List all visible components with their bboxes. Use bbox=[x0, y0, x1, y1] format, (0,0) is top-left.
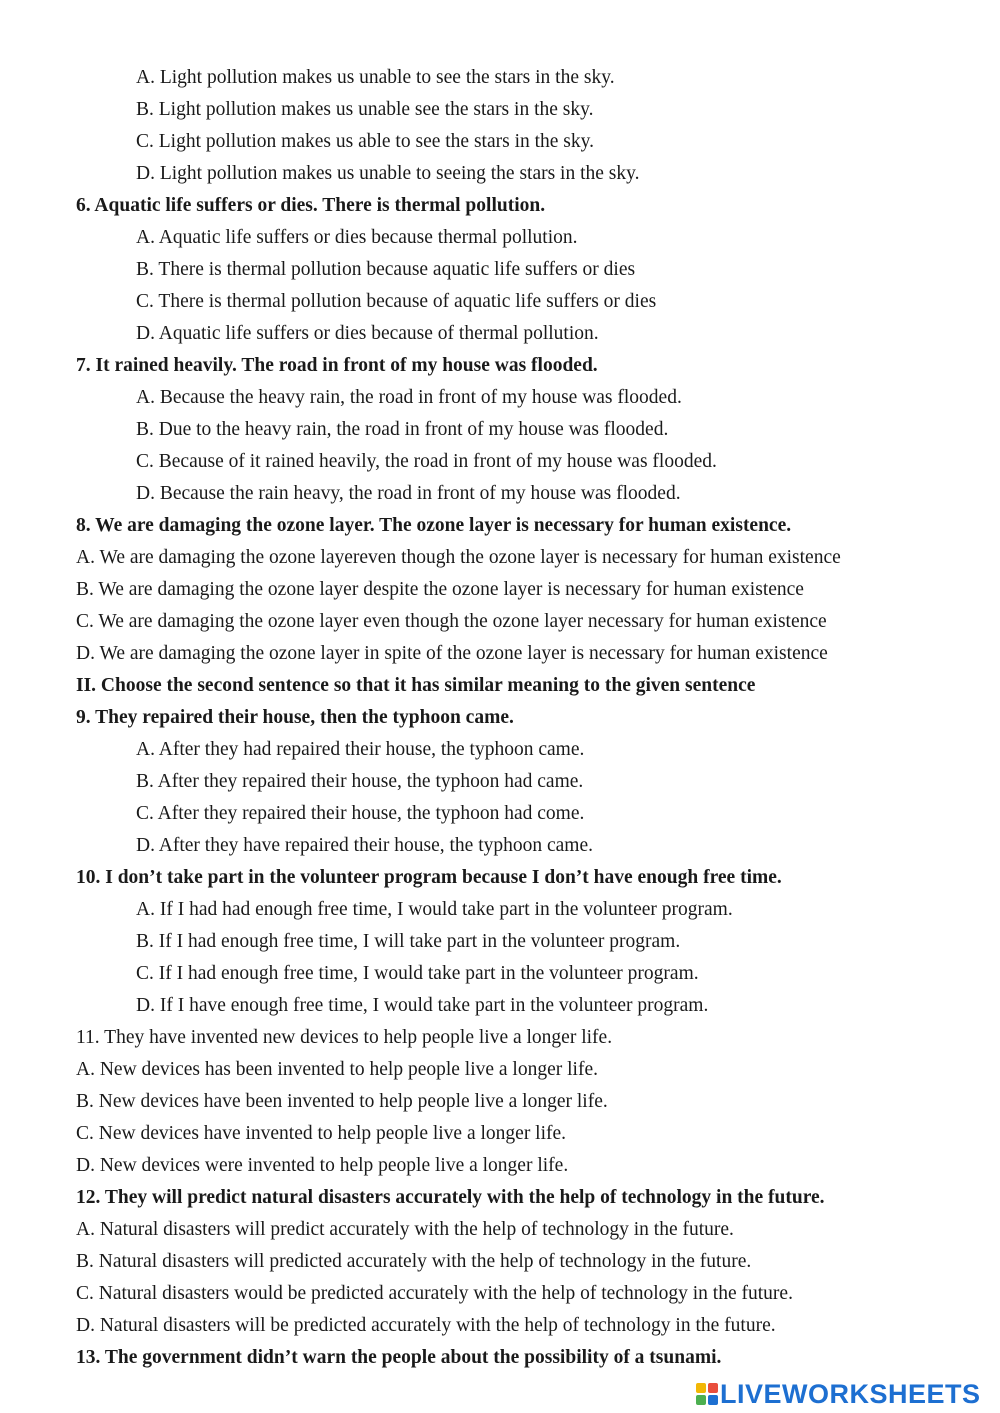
question-line: 8. We are damaging the ozone layer. The ozone layer is necessary for human existence. bbox=[76, 515, 792, 536]
option-line: D. New devices were invented to help people live a longer life. bbox=[76, 1155, 569, 1176]
question-line: 6. Aquatic life suffers or dies. There is thermal pollution. bbox=[76, 195, 546, 216]
option-line: D. Natural disasters will be predicted accurately with the help of technology in the future. bbox=[76, 1315, 776, 1336]
option-line: C. New devices have invented to help people live a longer life. bbox=[76, 1123, 567, 1144]
option-line: A. We are damaging the ozone layereven though the ozone layer is necessary for human existence bbox=[76, 547, 841, 568]
option-line: A. New devices has been invented to help people live a longer life. bbox=[76, 1059, 598, 1080]
option-line: D. Aquatic life suffers or dies because of thermal pollution. bbox=[136, 323, 599, 344]
option-line: B. New devices have been invented to help people live a longer life. bbox=[76, 1091, 608, 1112]
option-line: A. Natural disasters will predict accurately with the help of technology in the future. bbox=[76, 1219, 734, 1240]
option-line: D. Because the rain heavy, the road in front of my house was flooded. bbox=[136, 483, 681, 504]
option-line: B. After they repaired their house, the typhoon had came. bbox=[136, 771, 584, 792]
option-line: B. Natural disasters will predicted accurately with the help of technology in the future. bbox=[76, 1251, 752, 1272]
question-line: 10. I don’t take part in the volunteer program because I don’t have enough free time. bbox=[76, 867, 782, 888]
option-line: C. Light pollution makes us able to see the stars in the sky. bbox=[136, 131, 595, 152]
option-line: B. There is thermal pollution because aquatic life suffers or dies bbox=[136, 259, 636, 280]
option-line: C. We are damaging the ozone layer even though the ozone layer necessary for human existence bbox=[76, 611, 827, 632]
option-line: A. Light pollution makes us unable to see the stars in the sky. bbox=[136, 67, 615, 88]
option-line: C. Natural disasters would be predicted accurately with the help of technology in the future. bbox=[76, 1283, 793, 1304]
question-line: II. Choose the second sentence so that it has similar meaning to the given sentence bbox=[76, 675, 756, 696]
option-line: A. Because the heavy rain, the road in front of my house was flooded. bbox=[136, 387, 682, 408]
question-line: 7. It rained heavily. The road in front of my house was flooded. bbox=[76, 355, 598, 376]
option-line: D. After they have repaired their house, the typhoon came. bbox=[136, 835, 594, 856]
option-line: C. After they repaired their house, the typhoon had come. bbox=[136, 803, 585, 824]
option-line: B. Due to the heavy rain, the road in front of my house was flooded. bbox=[136, 419, 669, 440]
option-line: C. Because of it rained heavily, the road in front of my house was flooded. bbox=[136, 451, 717, 472]
logo-grid-icon bbox=[696, 1383, 718, 1405]
option-line: A. If I had had enough free time, I would take part in the volunteer program. bbox=[136, 899, 733, 920]
option-line: D. If I have enough free time, I would take part in the volunteer program. bbox=[136, 995, 709, 1016]
option-line: 11. They have invented new devices to help people live a longer life. bbox=[76, 1027, 613, 1048]
question-line: 12. They will predict natural disasters accurately with the help of technology in the future. bbox=[76, 1187, 825, 1208]
option-line: B. If I had enough free time, I will take part in the volunteer program. bbox=[136, 931, 681, 952]
option-line: A. After they had repaired their house, the typhoon came. bbox=[136, 739, 585, 760]
option-line: B. Light pollution makes us unable see the stars in the sky. bbox=[136, 99, 594, 120]
option-line: C. There is thermal pollution because of aquatic life suffers or dies bbox=[136, 291, 657, 312]
brand-name: LIVEWORKSHEETS bbox=[720, 1378, 981, 1409]
option-line: D. We are damaging the ozone layer in spite of the ozone layer is necessary for human existence bbox=[76, 643, 828, 664]
option-line: B. We are damaging the ozone layer despite the ozone layer is necessary for human existence bbox=[76, 579, 804, 600]
liveworksheets-logo bbox=[696, 1379, 981, 1409]
question-line: 13. The government didn’t warn the people about the possibility of a tsunami. bbox=[76, 1347, 722, 1368]
question-line: 9. They repaired their house, then the typhoon came. bbox=[76, 707, 514, 728]
option-line: C. If I had enough free time, I would take part in the volunteer program. bbox=[136, 963, 699, 984]
option-line: A. Aquatic life suffers or dies because thermal pollution. bbox=[136, 227, 578, 248]
option-line: D. Light pollution makes us unable to seeing the stars in the sky. bbox=[136, 163, 640, 184]
